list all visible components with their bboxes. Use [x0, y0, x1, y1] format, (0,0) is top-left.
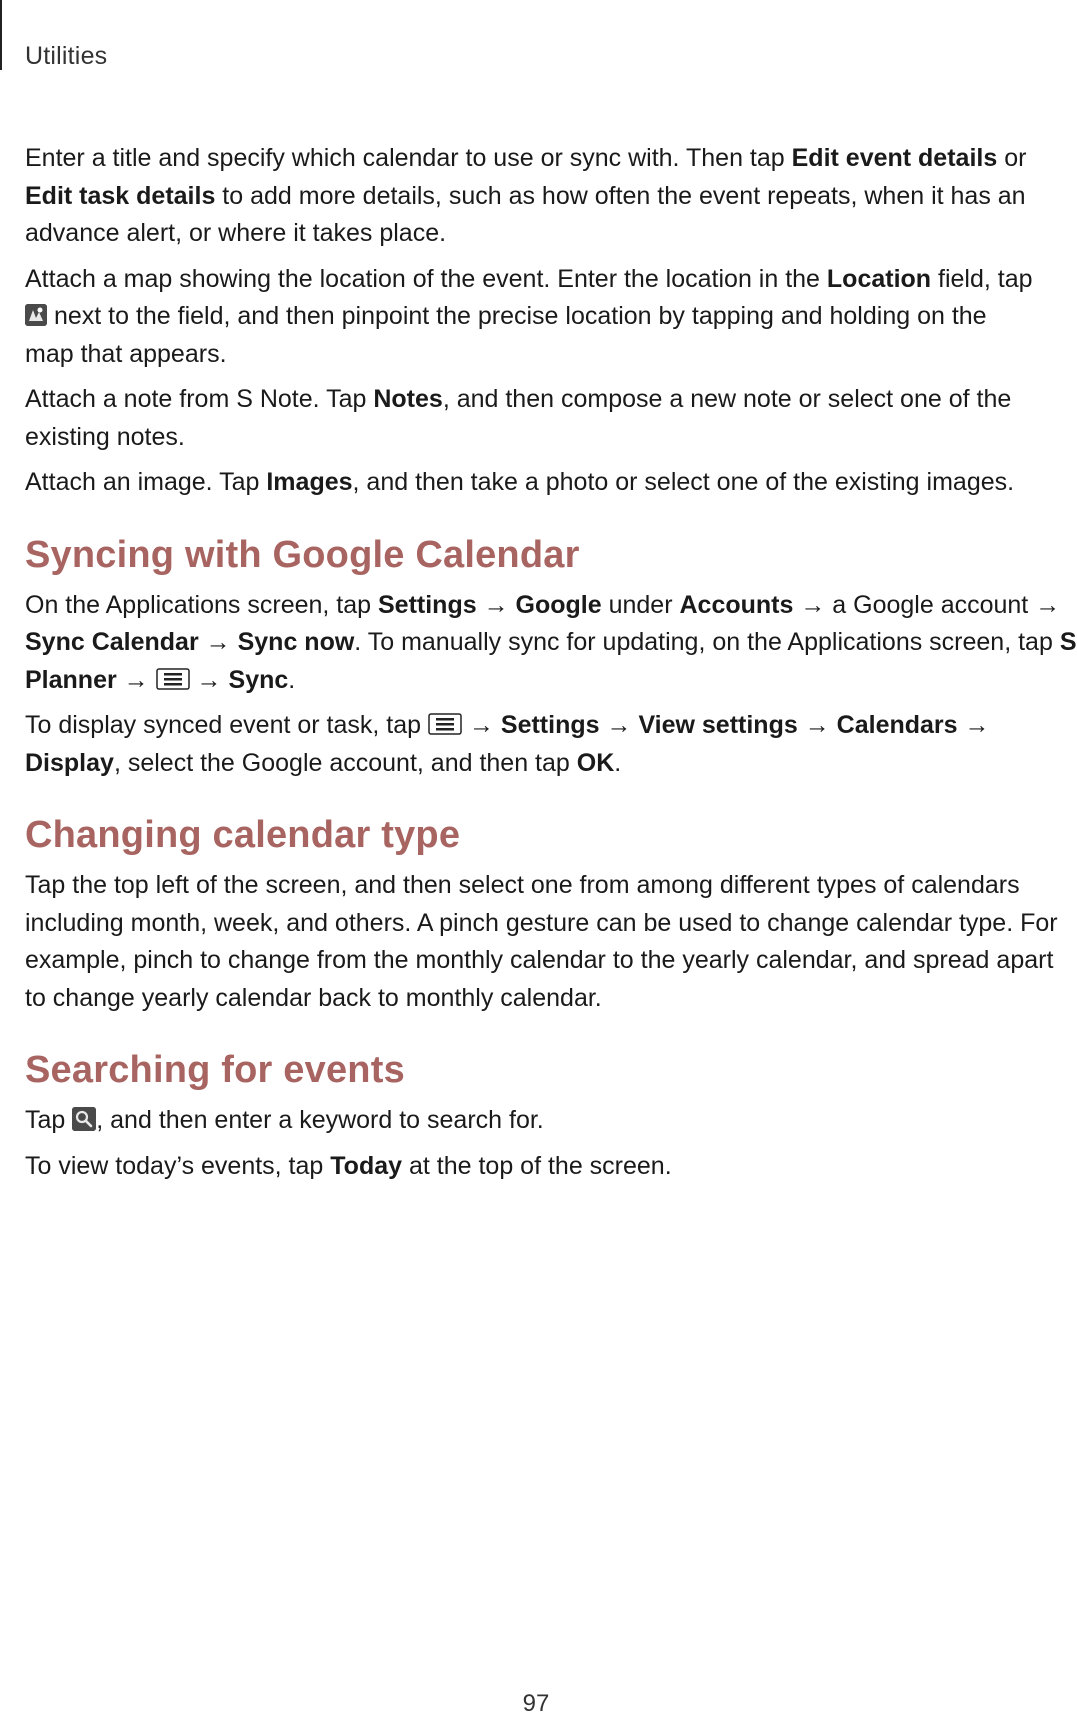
map-icon	[25, 304, 47, 326]
running-header: Utilities	[25, 42, 108, 70]
paragraph-calendar-type	[25, 867, 1075, 1017]
text: .	[288, 665, 296, 694]
text: On the Applications screen, tap	[25, 590, 378, 619]
search-icon	[72, 1107, 96, 1131]
term-planner: Planner	[25, 665, 117, 694]
arrow: →	[797, 711, 837, 739]
term-images: Images	[266, 468, 353, 496]
term-settings: Settings	[500, 711, 600, 739]
text: , and then compose a new note or select one of the	[442, 385, 1012, 413]
arrow: →	[957, 711, 990, 739]
text: map that appears.	[25, 339, 227, 368]
paragraph-today	[25, 1148, 1075, 1186]
term-display: Display	[25, 748, 114, 777]
text: advance alert, or where it takes place.	[25, 219, 447, 247]
text: under	[601, 590, 680, 619]
page-number: 97	[522, 1690, 550, 1717]
term-today: Today	[330, 1151, 403, 1180]
menu-icon	[156, 668, 190, 690]
text: To display synced event or task, tap	[25, 711, 428, 739]
text-line: Tap the top left of the screen, and then select one from among different types of calendars	[25, 871, 1020, 899]
text: , and then take a photo or select one of the existing images.	[352, 468, 1015, 496]
term-sync-now: Sync now	[237, 628, 355, 656]
text: → a Google account →	[793, 590, 1061, 619]
term-ok: OK	[576, 748, 615, 777]
text: Tap	[25, 1106, 73, 1134]
term-notes: Notes	[373, 385, 443, 413]
arrow: →	[189, 665, 229, 694]
paragraph-search	[25, 1102, 1075, 1140]
arrow: →	[599, 711, 639, 739]
margin-rule	[0, 0, 2, 70]
text: next to the field, and then pinpoint the precise location by tapping and holding on the	[47, 302, 987, 330]
page-content	[25, 140, 1075, 1193]
arrow: →	[462, 711, 501, 739]
term-view-settings: View settings	[638, 711, 798, 739]
term-location: Location	[826, 264, 932, 293]
text: .	[614, 748, 622, 777]
arrow: →	[198, 628, 238, 656]
text: Attach a note from S Note. Tap	[25, 385, 374, 413]
heading-syncing: Syncing with Google Calendar	[25, 533, 580, 576]
term-calendars: Calendars	[836, 711, 958, 739]
term-s: S	[1059, 628, 1077, 656]
text: field, tap	[931, 264, 1033, 293]
term-accounts: Accounts	[679, 590, 794, 619]
text: , and then enter a keyword to search for.	[96, 1106, 544, 1134]
text: , select the Google account, and then tap	[113, 748, 577, 777]
paragraph-event-details	[25, 140, 1075, 253]
paragraph-attach-image	[25, 464, 1075, 502]
paragraph-attach-note	[25, 381, 1075, 456]
text-line: including month, week, and others. A pinch gesture can be used to change calendar type. For	[25, 908, 1058, 937]
text: at the top of the screen.	[402, 1151, 672, 1180]
text: or	[997, 144, 1027, 172]
paragraph-sync-steps	[25, 587, 1075, 700]
term-edit-event-details: Edit event details	[791, 144, 998, 172]
arrow: →	[476, 590, 516, 619]
term-sync-calendar: Sync Calendar	[25, 628, 199, 656]
arrow: →	[116, 665, 156, 694]
text: Attach an image. Tap	[25, 468, 267, 496]
text: to add more details, such as how often the event repeats, when it has an	[215, 181, 1026, 210]
text: . To manually sync for updating, on the Applications screen, tap	[354, 628, 1060, 656]
term-sync: Sync	[228, 665, 289, 694]
heading-searching: Searching for events	[25, 1049, 405, 1091]
menu-icon	[428, 713, 462, 735]
text-line: example, pinch to change from the monthly calendar to the yearly calendar, and spread apart	[25, 946, 1054, 974]
paragraph-display-synced	[25, 707, 1075, 782]
text: To view today’s events, tap	[25, 1151, 331, 1180]
text: Attach a map showing the location of the event. Enter the location in the	[25, 264, 827, 293]
text-line: to change yearly calendar back to monthly calendar.	[25, 983, 602, 1012]
paragraph-attach-map	[25, 261, 1075, 374]
term-google: Google	[515, 590, 602, 619]
term-edit-task-details: Edit task details	[25, 181, 216, 210]
term-settings: Settings	[378, 590, 477, 619]
heading-changing-type: Changing calendar type	[25, 814, 461, 856]
text: Enter a title and specify which calendar to use or sync with. Then tap	[25, 144, 792, 172]
text: existing notes.	[25, 422, 185, 451]
